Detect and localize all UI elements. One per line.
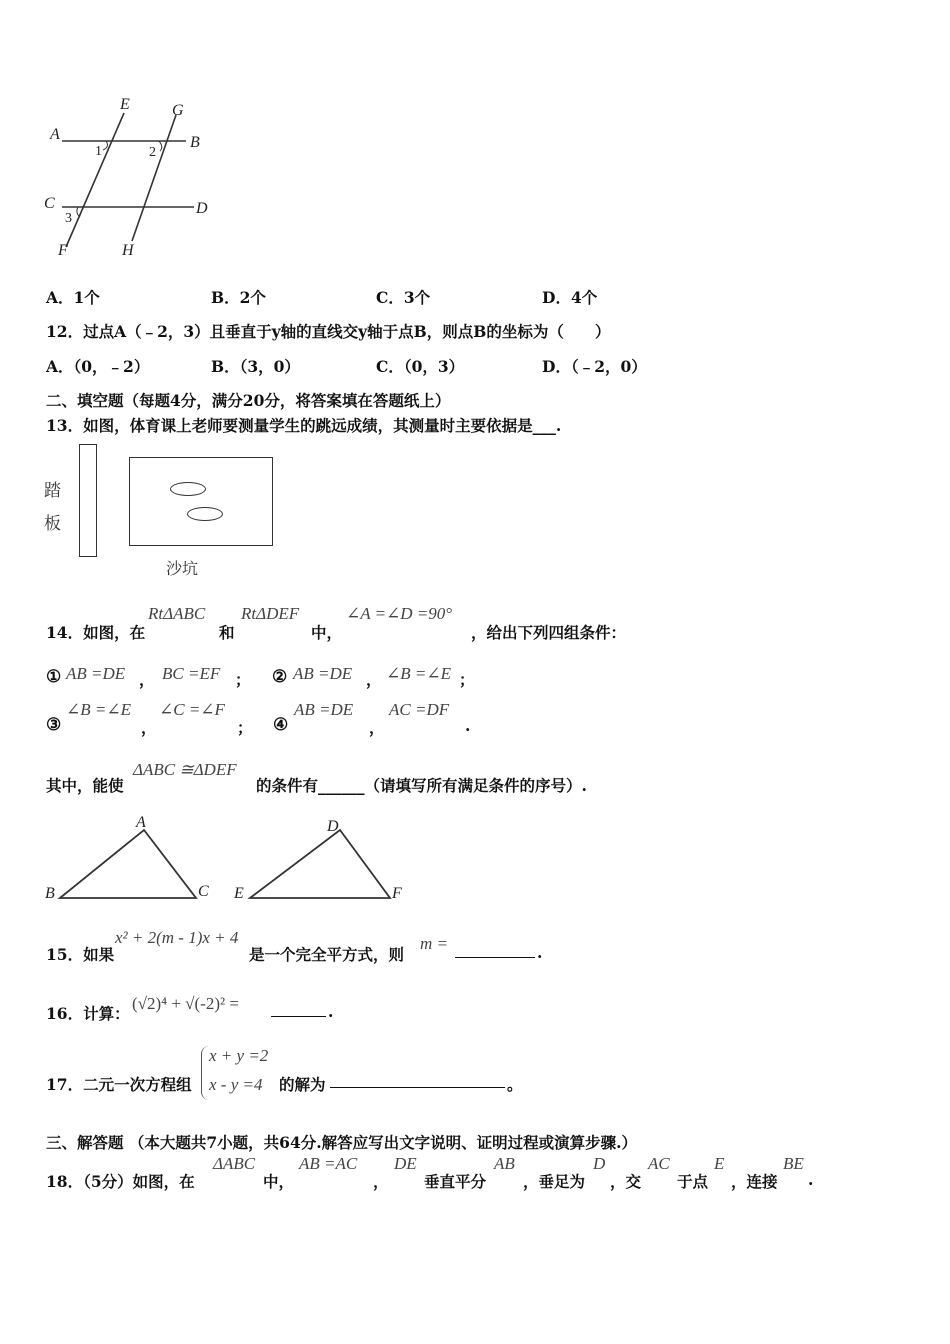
label-d: D — [196, 200, 208, 217]
condition-3-sep: ， — [141, 718, 157, 737]
label-f: F — [58, 242, 68, 259]
q14-math-rt-abc: RtΔABC — [148, 604, 206, 623]
q18-part7: 于点 — [677, 1172, 709, 1191]
q15-expression: x² + 2(m - 1)x + 4 — [115, 928, 239, 947]
q15-end: . — [537, 943, 543, 962]
q15-answer-blank[interactable] — [455, 943, 535, 958]
q12-option-a[interactable]: A．（0，﹣2） — [46, 357, 150, 376]
q18-math-ab: AB — [494, 1154, 515, 1173]
q11-option-d[interactable]: D．4个 — [542, 288, 598, 307]
angle-1-arc — [103, 141, 107, 150]
label-2: 2 — [149, 145, 156, 160]
condition-4-number: ④ — [273, 715, 289, 735]
condition-2-number: ② — [272, 667, 288, 687]
q15-part2: 是一个完全平方式，则 — [249, 945, 405, 964]
tri-label-a: A — [136, 814, 146, 831]
q18-math-d: D — [593, 1154, 606, 1173]
q14-question-part2: 的条件有______（请填写所有满足条件的序号）. — [256, 776, 587, 795]
condition-2-end: ； — [459, 670, 475, 689]
triangles-figure — [40, 810, 420, 910]
tri-label-e: E — [234, 885, 244, 902]
q16-expression: (√2)⁴ + √(-2)² = — [132, 994, 239, 1013]
section-2-heading: 二、填空题（每题4分，满分20分，将答案填在答题纸上） — [46, 391, 451, 410]
section-3-heading: 三、解答题 （本大题共7小题，共64分.解答应写出文字说明、证明过程或演算步骤.） — [46, 1133, 638, 1152]
q18-math-ab-ac: AB =AC — [299, 1154, 358, 1173]
q14-part1: 14．如图，在 — [46, 623, 146, 642]
condition-4-end: . — [465, 716, 471, 735]
angle-2-arc — [159, 141, 162, 151]
label-h: H — [122, 242, 134, 259]
q12-option-b[interactable]: B．（3，0） — [211, 357, 300, 376]
q18-part6: ，交 — [610, 1172, 642, 1191]
q15-math-m: m = — [420, 934, 448, 953]
q12-option-d[interactable]: D．（﹣2，0） — [542, 357, 647, 376]
tri-label-f: F — [392, 885, 402, 902]
q12-text: 12．过点A（﹣2，3）且垂直于y轴的直线交y轴于点B，则点B的坐标为（ ） — [46, 322, 611, 341]
q17-equation-2: x - y =4 — [209, 1075, 263, 1094]
condition-1-end: ； — [235, 670, 251, 689]
condition-4-b: AC =DF — [389, 700, 450, 719]
condition-4-a: AB =DE — [294, 700, 354, 719]
q17-end: 。 — [507, 1075, 523, 1094]
q18-end: . — [808, 1170, 814, 1189]
condition-4-sep: ， — [369, 718, 385, 737]
q17-part1: 17．二元一次方程组 — [46, 1075, 192, 1094]
label-c: C — [44, 195, 55, 212]
footprint-1 — [170, 482, 206, 496]
q11-option-c[interactable]: C．3个 — [376, 288, 431, 307]
label-a: A — [50, 126, 60, 143]
condition-3-b: ∠C =∠F — [159, 700, 225, 719]
q18-part5: ，垂足为 — [523, 1172, 586, 1191]
q18-part2: 中， — [263, 1172, 295, 1191]
q12-option-c[interactable]: C．（0，3） — [376, 357, 465, 376]
footprint-2 — [187, 507, 223, 521]
label-1: 1 — [95, 144, 102, 159]
q18-math-de: DE — [394, 1154, 417, 1173]
q14-part3: 中， — [311, 623, 343, 642]
q14-part2: 和 — [219, 623, 235, 642]
q16-end: . — [328, 1002, 334, 1021]
q18-math-e: E — [714, 1154, 725, 1173]
condition-2-sep: ， — [366, 670, 382, 689]
tri-label-b: B — [45, 885, 55, 902]
q18-part8: ，连接 — [731, 1172, 778, 1191]
condition-1-a: AB =DE — [66, 664, 126, 683]
tri-label-c: C — [198, 883, 209, 900]
takeoff-board — [79, 444, 97, 557]
tri-label-d: D — [327, 818, 339, 835]
q17-answer-blank[interactable] — [330, 1073, 505, 1088]
q14-math-rt-def: RtΔDEF — [241, 604, 300, 623]
condition-3-number: ③ — [46, 715, 62, 735]
q14-math-right-angles: ∠A =∠D =90° — [346, 604, 453, 623]
triangle-abc — [60, 830, 196, 898]
q18-math-triangle: ΔABC — [213, 1154, 256, 1173]
q13-text: 13．如图，体育课上老师要测量学生的跳远成绩，其测量时主要依据是___. — [46, 416, 562, 435]
board-label-2: 板 — [44, 514, 61, 534]
label-3: 3 — [65, 211, 72, 226]
condition-2-a: AB =DE — [293, 664, 353, 683]
q14-question-part1: 其中，能使 — [46, 776, 124, 795]
q14-part4: ，给出下列四组条件： — [471, 623, 627, 642]
q11-option-b[interactable]: B．2个 — [211, 288, 266, 307]
q17-equation-1: x + y =2 — [209, 1046, 269, 1065]
condition-1-number: ① — [46, 667, 62, 687]
condition-1-sep: ， — [139, 670, 155, 689]
q16-part1: 16．计算： — [46, 1004, 130, 1023]
q18-part3: ， — [373, 1172, 389, 1191]
sand-pit-label: 沙坑 — [166, 559, 199, 578]
q18-part4: 垂直平分 — [424, 1172, 487, 1191]
q18-math-ac: AC — [648, 1154, 670, 1173]
condition-3-a: ∠B =∠E — [66, 700, 131, 719]
label-g: G — [172, 102, 184, 119]
condition-2-b: ∠B =∠E — [386, 664, 451, 683]
condition-3-end: ； — [237, 718, 253, 737]
label-b: B — [190, 134, 200, 151]
q18-part1: 18．（5分）如图，在 — [46, 1172, 195, 1191]
q14-math-congruent: ΔABC ≅ΔDEF — [133, 760, 237, 779]
q16-answer-blank[interactable] — [271, 1002, 326, 1017]
parallel-lines-figure — [40, 95, 220, 265]
line-gh — [132, 115, 176, 241]
q18-math-be: BE — [783, 1154, 804, 1173]
board-label-1: 踏 — [44, 481, 61, 501]
condition-1-b: BC =EF — [162, 664, 221, 683]
q17-part2: 的解为 — [279, 1075, 326, 1094]
label-e: E — [120, 96, 130, 113]
sand-pit — [129, 457, 273, 546]
triangle-def — [250, 830, 390, 898]
q15-part1: 15．如果 — [46, 945, 115, 964]
line-ef — [66, 113, 124, 247]
q11-option-a[interactable]: A．1个 — [46, 288, 100, 307]
